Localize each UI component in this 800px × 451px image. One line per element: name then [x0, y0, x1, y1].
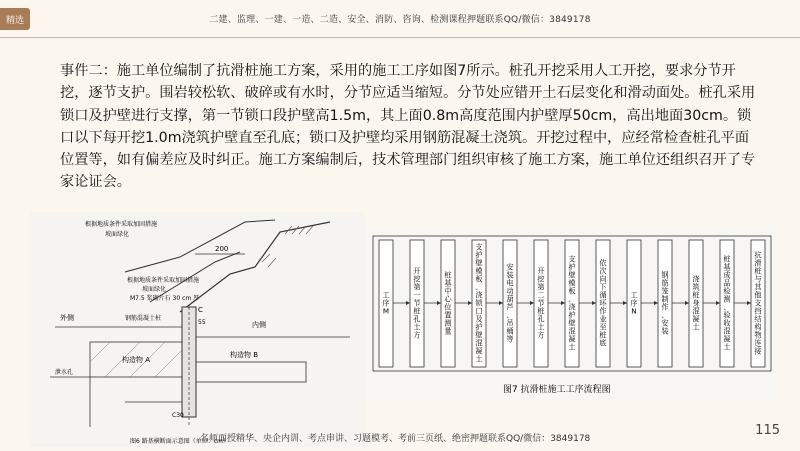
flow-arrow-head	[437, 301, 441, 305]
flow-step-label: 支护壁模板、浇护壁混凝土	[568, 254, 576, 352]
flow-arrow-head	[499, 301, 503, 305]
flow-arrow-head	[654, 301, 658, 305]
label-struct-B: 构造物 B	[230, 351, 259, 359]
flow-step-label: 工序 M	[382, 290, 390, 316]
label-masonry: M7.5 浆砌片石 30 cm 厚	[130, 295, 200, 302]
flow-arrow-head	[685, 301, 689, 305]
flow-step-label: 开挖第二节桩孔土方	[537, 266, 545, 340]
figure-6-cross-section	[30, 212, 365, 447]
label-top-reinforce: 根据地质条件采取加固措施	[85, 221, 158, 228]
page-number: 115	[755, 423, 780, 438]
flow-arrow-head	[592, 301, 596, 305]
event-paragraph	[60, 60, 760, 194]
label-mid-reinforce: 根据地质条件采取加固措施	[127, 277, 200, 284]
category-badge: 精选	[0, 8, 30, 30]
label-green-2: 坡面绿化	[142, 286, 167, 293]
flow-step-label: 工序 N	[630, 290, 638, 316]
label-inside: 内侧	[252, 321, 266, 329]
flow-step-label: 钢筋笼制作、安装	[661, 270, 669, 336]
flow-arrow-head	[468, 301, 472, 305]
figure-7-flowchart	[365, 226, 775, 401]
flow-arrow-head	[716, 301, 720, 305]
flow-arrow-head	[561, 301, 565, 305]
flow-step-label: 浇筑桩身混凝土	[692, 274, 700, 332]
figure-6-drawing	[30, 212, 365, 447]
label-C30: C30	[172, 412, 184, 419]
flow-arrow-head	[623, 301, 627, 305]
flow-arrow-head	[747, 301, 751, 305]
dim-C: C	[198, 306, 203, 314]
dim-55: 55	[198, 319, 206, 326]
label-green-1: 坡面绿化	[105, 231, 130, 238]
flow-step-label: 依次向下循环作业至桩底	[599, 258, 607, 348]
flow-step-label: 抗滑桩与其他支挡结构物连接	[754, 250, 762, 356]
label-struct-A: 构造物 A	[122, 356, 151, 364]
figure-7-caption: 图7 抗滑桩施工工序流程图	[503, 385, 611, 395]
figure-6-caption: 图6 路基横断面示意图（单位：cm）	[130, 438, 229, 445]
dim-200: 200	[215, 245, 229, 253]
flow-step-label: 桩基中心位置测量	[444, 270, 452, 336]
label-drain: 泄水孔	[55, 369, 74, 376]
header-title: 二建、监理、一建、一造、二造、安全、消防、咨询、检测课程押题联系QQ/微信：3849178	[209, 15, 591, 25]
label-rc-pile: 钢筋混凝土桩	[125, 315, 162, 322]
paragraph-text: 事件二：施工单位编制了抗滑桩施工方案，采用的施工工序如图7所示。桩孔开挖采用人工开挖，要求分节开挖，逐节支护。围岩较松软、破碎或有水时，分节应适当缩短。分节处应错开土石层变化和滑动面处。桩孔采用锁口及护壁进行支撑，第一节锁口段护壁高1.5m，其上面0.8m高度范围内护壁厚50cm，高出地面30cm。锁口以下每开挖1.0m浇筑护壁直至孔底；锁口及护壁均采用钢筋混凝土浇筑。开挖过程中，应经常检查桩孔平面位置等，如有偏差应及时纠正。施工方案编制后，技术管理部门组织审核了施工方案，施工单位还组织召开了专家论证会。	[60, 63, 756, 191]
flow-step-label: 桩基成品检测、验收混凝土	[723, 254, 731, 352]
footer-promo: 名师面授精华、央企内训、考点串讲、习题模考、考前三页纸、绝密押题联系QQ/微信：3849178	[200, 434, 591, 444]
flow-step-label: 支护壁模板、浇锁口及护壁混凝土	[475, 242, 483, 364]
flow-step-label: 开挖第一节桩孔土方	[413, 266, 421, 340]
flow-step-label: 安装电动葫芦、吊桶等	[506, 262, 514, 344]
figure-7-drawing	[365, 226, 775, 401]
header-divider	[0, 37, 800, 38]
flow-arrow-head	[406, 301, 410, 305]
label-outside: 外侧	[60, 314, 74, 322]
flow-arrow-head	[530, 301, 534, 305]
